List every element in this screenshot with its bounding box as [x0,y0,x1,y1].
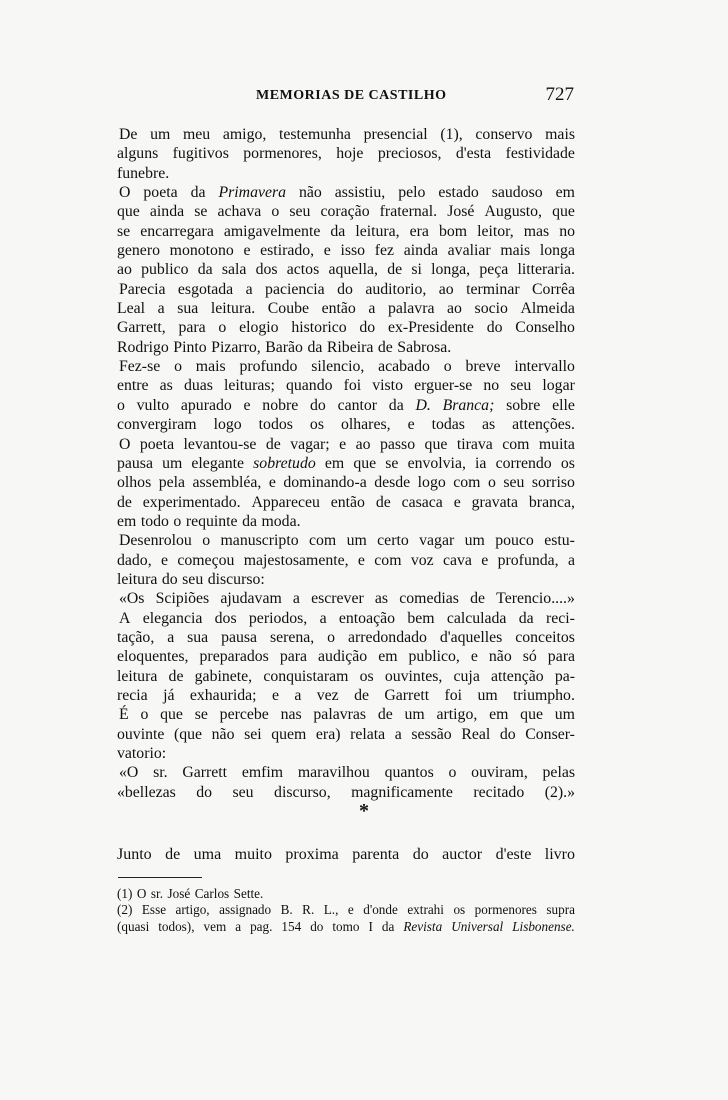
text-line: entre as duas leituras; quando foi visto erguer-se no seu logar [117,377,575,395]
text-line: Junto de uma muito proxima parenta do auctor d'este livro [117,846,575,863]
text-line: A elegancia dos periodos, a entoação bem calculada da reci- [119,609,575,627]
text-line: É o que se percebe nas palavras de um artigo, em que um [119,706,575,724]
text-line: vatorio: [117,745,167,762]
text-line: eloquentes, preparados para audição em publico, e não só para [117,648,575,666]
closing-line [117,845,575,865]
text-line: O poeta levantou-se de vagar; e ao passo que tirava com muita [119,435,575,453]
text-line: pausa um elegante sobretudo em que se envolvia, ia correndo os [117,454,575,472]
footnote-line: (2) Esse artigo, assignado B. R. L., e d'onde extrahi os pormenores supra [117,902,575,918]
footnote-rule [118,877,202,878]
text-line: alguns fugitivos pormenores, hoje preciosos, d'esta festividade [117,145,575,163]
text-line: recia já exhaurida; e a vez de Garrett foi um triumpho. [117,686,575,704]
text-line: leitura do seu discurso: [117,570,265,588]
main-text [117,125,575,802]
text-line: em todo o requinte da moda. [117,512,301,530]
text-line: De um meu amigo, testemunha presencial (1), conservo mais [119,126,575,143]
text-line: Leal a sua leitura. Coube então a palavra ao socio Almeida [117,300,575,318]
text-line: tação, a sua pausa serena, o arredondado d'aquelles conceitos [117,628,575,646]
text-line: «O sr. Garrett emfim maravilhou quantos o ouviram, pelas [119,764,575,782]
text-line: se encarregara amigavelmente da leitura, era bom leitor, mas no [117,222,575,240]
text-line: «Os Scipiões ajudavam a escrever as comedias de Terencio....» [119,590,575,608]
footnote-line: (1) O sr. José Carlos Sette. [117,886,264,901]
text-line: o vulto apurado e nobre do cantor da D. Branca; sobre elle [117,396,575,414]
footnote-line: (quasi todos), vem a pag. 154 do tomo I da Revista Universal Lisbonense. [117,918,575,934]
text-line: Rodrigo Pinto Pizarro, Barão da Ribeira de Sabrosa. [117,338,452,356]
text-line: olhos pela assembléa, e dominando-a desde logo com o seu sorriso [117,474,575,492]
running-title: MEMORIAS DE CASTILHO [256,88,447,103]
text-line: de experimentado. Appareceu então de casaca e gravata branca, [117,493,575,511]
text-line: que ainda se achava o seu coração fraternal. José Augusto, que [117,203,575,221]
text-line: Fez-se o mais profundo silencio, acabado o breve intervallo [119,358,575,376]
text-line: O poeta da Primavera não assistiu, pelo estado saudoso em [119,184,575,202]
text-line: Garrett, para o elogio historico do ex-Presidente do Conselho [117,319,575,337]
text-line: dado, e começou majestosamente, e com voz cava e profunda, a [117,551,575,569]
footnotes [117,886,575,935]
page-number: 727 [545,84,574,105]
text-line: ouvinte (que não sei quem era) relata a sessão Real do Conser- [117,725,575,743]
running-header [118,84,574,110]
text-line: leitura de gabinete, conquistaram os ouvintes, cuja attenção pa- [117,667,575,685]
text-line: genero monotono e estirado, e isso fez ainda avaliar mais longa [117,242,575,260]
section-ornament: * [359,800,369,822]
text-line: «bellezas do seu discurso, magnificamente recitado (2).» [117,783,575,801]
text-line: ao publico da sala dos actos aquella, de si longa, peça litteraria. [117,261,575,279]
text-line: convergiram logo todos os olhares, e todas as attenções. [117,416,575,434]
text-line: Parecia esgotada a paciencia do auditorio, ao terminar Corrêa [119,280,575,298]
text-line: funebre. [117,164,170,182]
text-line: Desenrolou o manuscripto com um certo vagar um pouco estu- [119,532,575,550]
